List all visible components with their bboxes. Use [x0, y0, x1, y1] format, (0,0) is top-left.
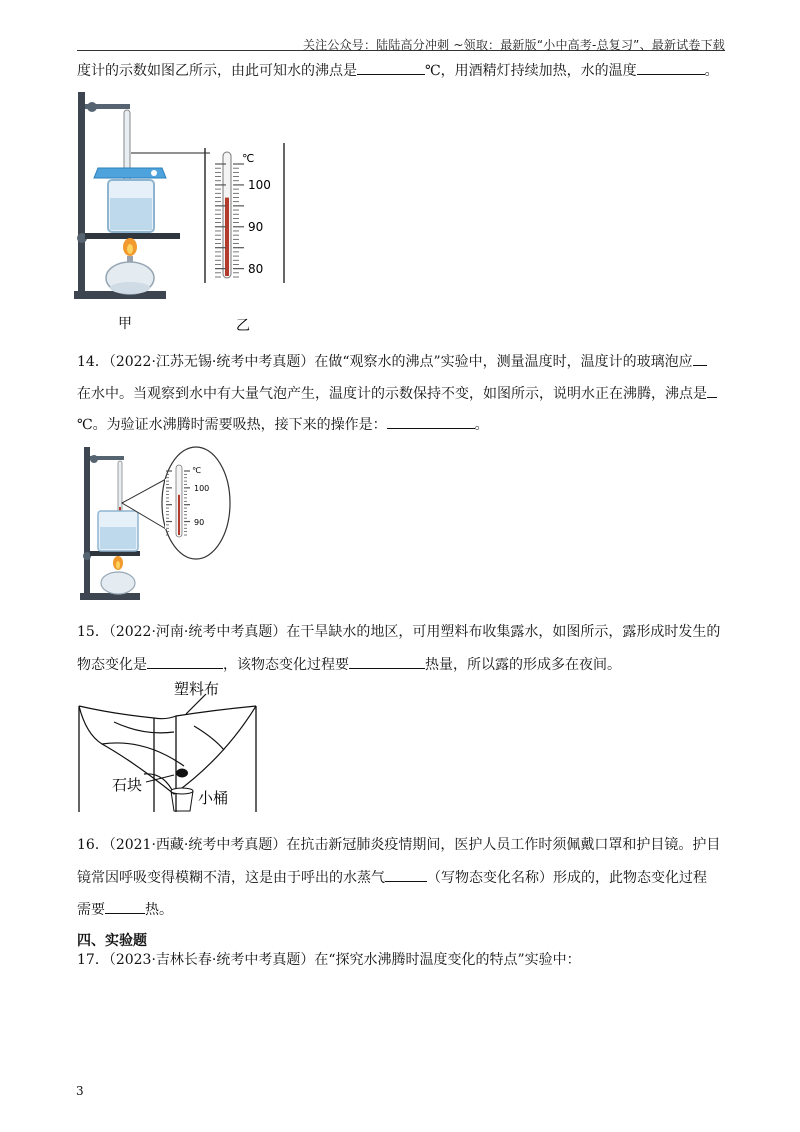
fig13-flame [123, 238, 137, 256]
q17-text-1: 17．（2023·吉林长春·统考中考真题）在“探究水沸腾时温度变化的特点”实验中： [77, 952, 581, 968]
q14-text-4: 。 [474, 417, 489, 433]
fig14-apparatus-with-callout [74, 443, 234, 605]
fig15-label-stone: 石块 [112, 776, 143, 794]
q15-text-2: 物态变化是 [77, 657, 147, 673]
q14-blank-2[interactable] [707, 383, 717, 398]
fig14-tick-label-90: 90 [194, 518, 205, 527]
q16-text-2: 镜常因呼吸变得模糊不清，这是由于呼出的水蒸气 [77, 870, 385, 886]
fig15-plastic-cloth [79, 694, 256, 794]
fig15-bucket [171, 788, 193, 811]
q14-text-2: 在水中。当观察到水中有大量气泡产生，温度计的示数保持不变，如图所示，说明水正在沸腾，沸点是 [77, 386, 707, 402]
fig15-dew-collection-drawing [74, 678, 264, 816]
fig15-label-bucket: 小桶 [198, 789, 229, 807]
fig14-flame [113, 556, 123, 570]
q16-text-3: （写物态变化名称）形成的，此物态变化过程 [427, 870, 707, 886]
q15-blank-1[interactable] [147, 654, 223, 669]
q13-text-3: 。 [704, 63, 719, 79]
q16-blank-2[interactable] [105, 899, 145, 914]
fig15-stone [176, 769, 188, 778]
fig15-label-plastic-cloth: 塑料布 [174, 680, 220, 698]
q15-blank-2[interactable] [349, 654, 425, 669]
q14-line-1 [77, 351, 707, 372]
fig13-unit-label: ℃ [242, 152, 255, 165]
q14-blank-1[interactable] [693, 351, 707, 366]
q16-text-1: 16．（2021·西藏·统考中考真题）在抗击新冠肺炎疫情期间，医护人员工作时须佩戴口罩和护目镜。护目 [77, 837, 721, 853]
fig15-poles [79, 706, 256, 812]
q16-blank-1[interactable] [385, 867, 427, 882]
fig13-apparatus-and-thermometer [70, 88, 300, 333]
q13-blank-water-temp[interactable] [637, 60, 705, 75]
q15-text-1: 15．（2022·河南·统考中考真题）在干旱缺水的地区，可用塑料布收集露水，如图所示，露形成时发生的 [77, 624, 721, 640]
fig13-beaker [94, 168, 166, 232]
q15-text-3: ，该物态变化过程要 [223, 657, 349, 673]
fig13-tick-label-80: 80 [248, 262, 264, 276]
q16-line-2 [77, 867, 707, 888]
q13-tail-line [77, 60, 719, 81]
q16-text-5: 热。 [145, 902, 173, 918]
fig14-unit-label: ℃ [192, 466, 201, 475]
q14-blank-3[interactable] [387, 414, 475, 429]
q15-line-1 [77, 622, 720, 642]
q13-blank-boiling-point[interactable] [357, 60, 425, 75]
fig13-label-yi: 乙 [236, 318, 250, 333]
header-rule [77, 50, 725, 51]
q17-line-1 [77, 950, 581, 970]
q15-line-2 [77, 654, 621, 675]
fig14-beaker [98, 511, 138, 551]
q16-line-1 [77, 835, 720, 855]
fig13-label-jia: 甲 [118, 316, 132, 332]
q14-line-2 [77, 383, 717, 404]
q13-text-1: 度计的示数如图乙所示，由此可知水的沸点是 [77, 63, 357, 79]
fig13-tick-label-100: 100 [248, 178, 271, 192]
fig13-mercury-column [225, 198, 229, 276]
section-title: 四、实验题 [77, 933, 147, 949]
q14-text-1: 14．（2022·江苏无锡·统考中考真题）在做“观察水的沸点”实验中，测量温度时，温度计的玻璃泡应 [77, 354, 693, 370]
q16-text-4: 需要 [77, 902, 105, 918]
q14-line-3 [77, 414, 489, 435]
q13-text-2: ℃，用酒精灯持续加热，水的温度 [425, 63, 637, 79]
page-number: 3 [76, 1084, 84, 1098]
fig14-mercury-column [178, 495, 180, 535]
fig13-alcohol-lamp [106, 256, 154, 294]
q15-text-4: 热量，所以露的形成多在夜间。 [425, 657, 621, 673]
q16-line-3 [77, 899, 173, 920]
page-header: 关注公众号：陆陆高分冲刺 ~领取：最新版“小中高考-总复习”、最新试卷下载 [302, 38, 725, 52]
fig14-tick-label-100: 100 [194, 484, 210, 493]
fig13-tick-label-90: 90 [248, 220, 264, 234]
fig14-alcohol-lamp [101, 572, 135, 594]
q14-text-3: ℃。为验证水沸腾时需要吸热，接下来的操作是： [77, 417, 387, 433]
